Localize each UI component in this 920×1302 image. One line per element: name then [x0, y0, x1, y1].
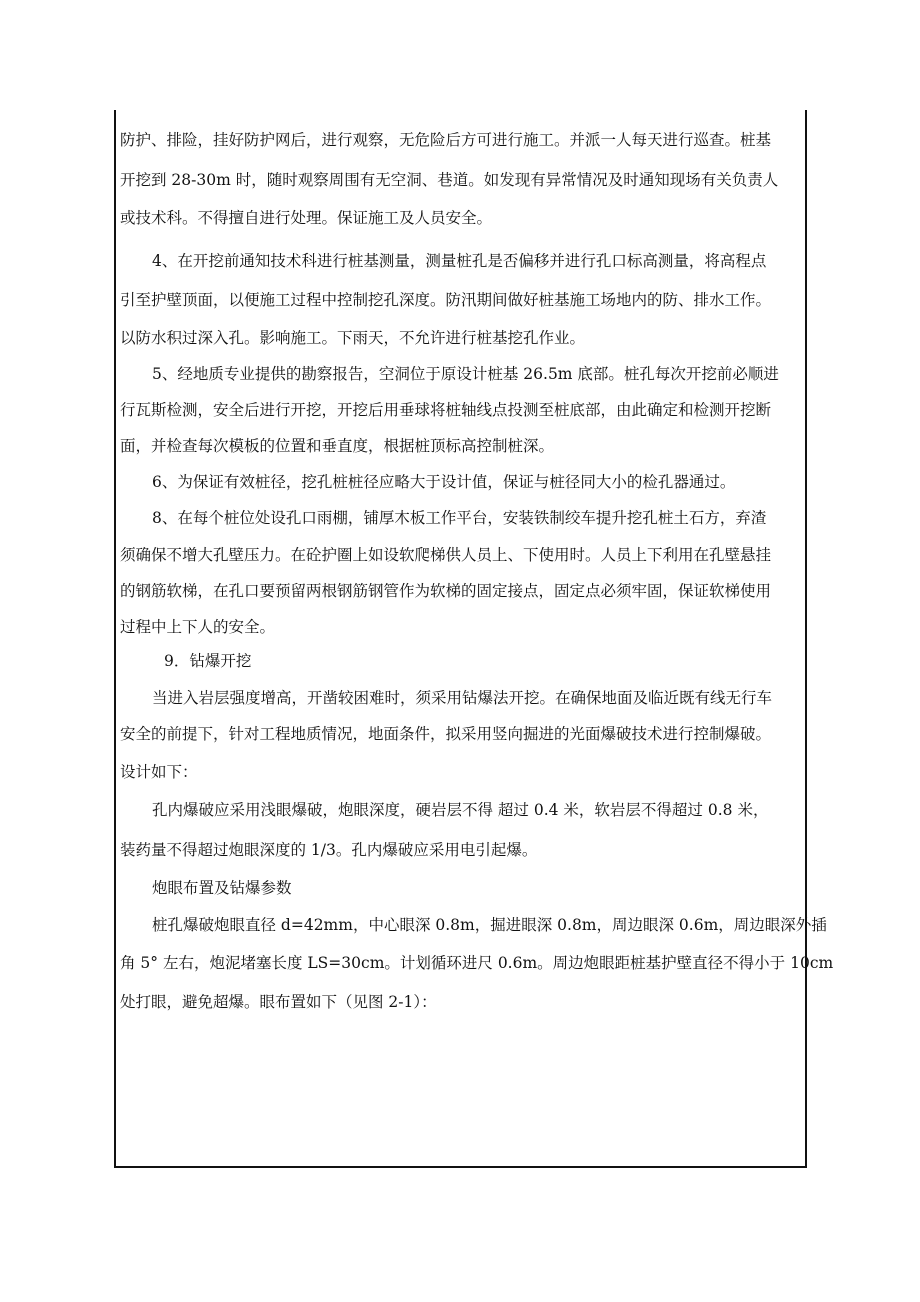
- text-line: 4、在开挖前通知技术科进行桩基测量，测量桩孔是否偏移并进行孔口标高测量，将高程点: [152, 252, 767, 270]
- text-line: 面，并检查每次模板的位置和垂直度，根据桩顶标高控制桩深。: [120, 437, 555, 455]
- text-line: 6、为保证有效桩径，挖孔桩桩径应略大于设计值，保证与桩径同大小的检孔器通过。: [152, 473, 736, 491]
- text-line: 以防水积过深入孔。影响施工。下雨天，不允许进行桩基挖孔作业。: [120, 329, 586, 347]
- text-line: 5、经地质专业提供的勘察报告，空洞位于原设计桩基 26.5m 底部。桩孔每次开挖前必顺进: [152, 365, 779, 383]
- section-heading: 9．钻爆开挖: [164, 652, 252, 670]
- text-line: 角 5° 左右，炮泥堵塞长度 LS=30cm。计划循环进尺 0.6m。周边炮眼距桩基护壁直径不得小于 10cm: [120, 954, 834, 972]
- text-line: 行瓦斯检测，安全后进行开挖，开挖后用垂球将桩轴线点投测至桩底部，由此确定和检测开挖断: [120, 401, 772, 419]
- text-line: 的钢筋软梯，在孔口要预留两根钢筋钢管作为软梯的固定接点，固定点必须牢固，保证软梯使用: [120, 582, 772, 600]
- text-line: 过程中上下人的安全。: [120, 618, 276, 636]
- text-line: 开挖到 28-30m 时，随时观察周围有无空洞、巷道。如发现有异常情况及时通知现场有关负责人: [120, 171, 779, 189]
- text-line: 当进入岩层强度增高，开凿较困难时，须采用钻爆法开挖。在确保地面及临近既有线无行车: [152, 689, 773, 707]
- text-line: 安全的前提下，针对工程地质情况，地面条件，拟采用竖向掘进的光面爆破技术进行控制爆破。: [120, 725, 772, 743]
- text-line: 防护、排险，挂好防护网后，进行观察，无危险后方可进行施工。并派一人每天进行巡查。桩基: [120, 131, 772, 149]
- subsection-heading: 炮眼布置及钻爆参数: [152, 879, 292, 897]
- text-line: 装药量不得超过炮眼深度的 1/3。孔内爆破应采用电引起爆。: [120, 841, 538, 859]
- text-line: 须确保不增大孔壁压力。在砼护圈上如设软爬梯供人员上、下使用时。人员上下利用在孔壁悬挂: [120, 546, 772, 564]
- text-line: 孔内爆破应采用浅眼爆破，炮眼深度，硬岩层不得 超过 0.4 米，软岩层不得超过 0.8 米，: [152, 801, 769, 819]
- text-line: 处打眼，避免超爆。眼布置如下（见图 2-1）：: [120, 993, 437, 1011]
- text-line: 8、在每个桩位处设孔口雨棚，铺厚木板工作平台，安装铁制绞车提升挖孔桩土石方，弃渣: [152, 509, 767, 527]
- text-line: 引至护壁顶面，以便施工过程中控制挖孔深度。防汛期间做好桩基施工场地内的防、排水工作。: [120, 291, 772, 309]
- text-line: 或技术科。不得擅自进行处理。保证施工及人员安全。: [120, 209, 493, 227]
- text-line: 桩孔爆破炮眼直径 d=42mm，中心眼深 0.8m，掘进眼深 0.8m，周边眼深 0.6m，周边眼深外插: [152, 916, 827, 934]
- text-line: 设计如下：: [120, 763, 198, 781]
